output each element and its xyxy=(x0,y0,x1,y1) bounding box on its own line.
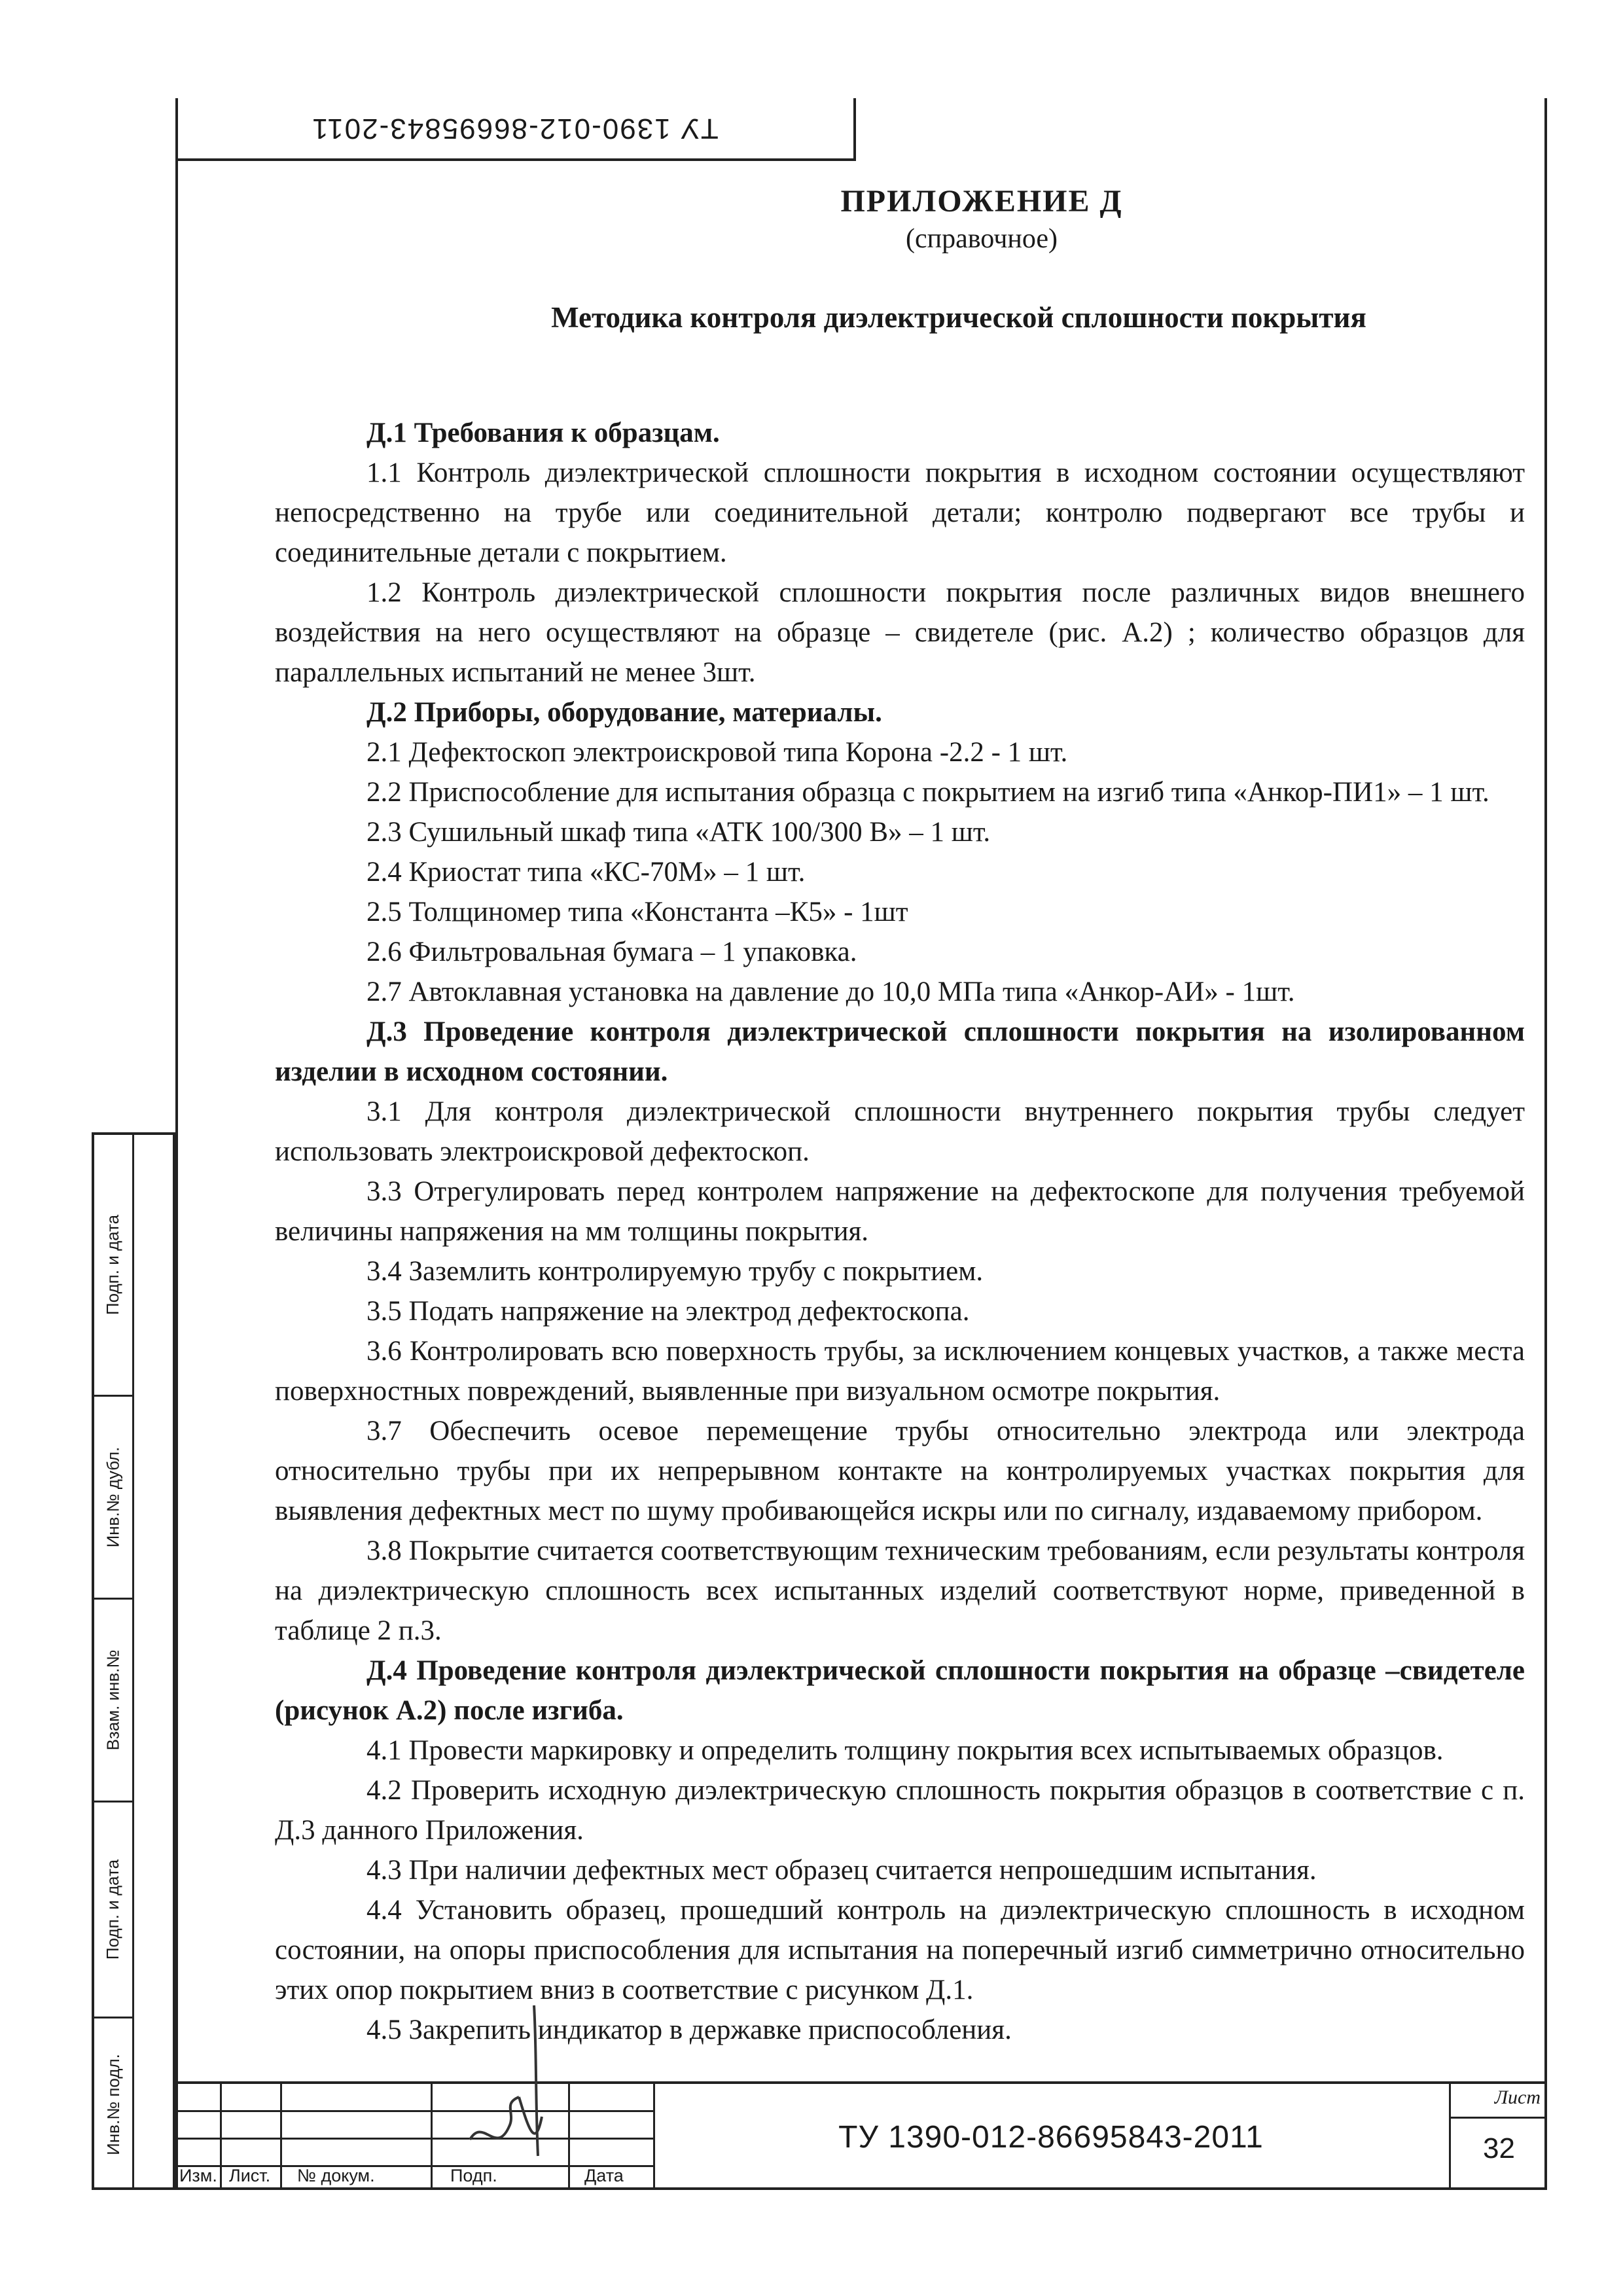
appendix-subtitle: (справочное) xyxy=(906,224,1058,254)
side-cell: Инв.№ дубл. xyxy=(94,1397,132,1600)
sheet-cell xyxy=(1449,2084,1547,2190)
paragraph: 3.8 Покрытие считается соответствующим техническим требованиям, если результаты контроля на диэлектрическую сплошность всех испытанных изделий соответствуют норме, приведенной в таблице 2 п.3. xyxy=(275,1535,1525,1646)
document-content xyxy=(275,183,1525,2050)
col-sign: Подп. xyxy=(450,2166,497,2185)
side-cell: Подп. и дата xyxy=(94,1803,132,2018)
col-doc: № докум. xyxy=(297,2166,375,2185)
list-item: 2.5 Толщиномер типа «Константа –К5» - 1шт xyxy=(366,897,908,927)
paragraph: 4.4 Установить образец, прошедший контроль на диэлектрическую сплошность в исходном состоянии, на опоры приспособления для испытания на поперечный изгиб симметрично относительно этих опор покрытием вниз в соответствие с рисунком Д.1. xyxy=(275,1895,1525,2005)
section-heading: Д.1 Требования к образцам. xyxy=(366,418,720,448)
document-code: ТУ 1390-012-86695843-2011 xyxy=(838,2119,1264,2155)
list-item: 2.6 Фильтровальная бумага – 1 упаковка. xyxy=(366,937,857,967)
list-item: 2.7 Автоклавная установка на давление до 10,0 МПа типа «Анкор-АИ» - 1шт. xyxy=(366,977,1295,1007)
appendix-title: ПРИЛОЖЕНИЕ Д xyxy=(840,184,1123,219)
paragraph: 3.1 Для контроля диэлектрической сплошности внутреннего покрытия трубы следует использовать электроискровой дефектоскоп. xyxy=(275,1096,1525,1167)
side-cell: Инв.№ подл. xyxy=(103,2053,123,2155)
list-item: 2.3 Сушильный шкаф типа «АТК 100/300 В» – 1 шт. xyxy=(366,817,991,848)
list-item: 2.2 Приспособление для испытания образца с покрытием на изгиб типа «Анкор-ПИ1» – 1 шт. xyxy=(366,777,1489,808)
side-stamp xyxy=(92,1132,175,2190)
top-stamp-code: ТУ 1390-012-86695843-2011 xyxy=(310,113,719,145)
paragraph: 4.3 При наличии дефектных мест образец считается непрошедшим испытания. xyxy=(366,1855,1317,1886)
side-cell: Взам. инв.№ xyxy=(94,1600,132,1803)
paragraph: 3.6 Контролировать всю поверхность трубы, за исключением концевых участков, а также места поверхностных повреждений, выявленные при визуальном осмотре покрытия. xyxy=(275,1336,1525,1407)
col-date: Дата xyxy=(584,2166,624,2185)
title-block xyxy=(175,2081,1547,2190)
section-heading: Д.4 Проведение контроля диэлектрической сплошности покрытия на образце –свидетеле (рисунок А.2) после изгиба. xyxy=(275,1655,1525,1726)
body-text xyxy=(275,413,1525,2050)
sheet-label: Лист xyxy=(1494,2087,1541,2108)
paragraph: 1.1 Контроль диэлектрической сплошности покрытия в исходном состоянии осуществляют непосредственно на трубе или соединительной детали; контролю подвергают все трубы и соединительные детали с покрытием. xyxy=(275,457,1525,568)
paragraph: 4.1 Провести маркировку и определить толщину покрытия всех испытываемых образцов. xyxy=(366,1735,1444,1766)
section-heading: Д.2 Приборы, оборудование, материалы. xyxy=(366,697,882,728)
method-title: Методика контроля диэлектрической сплошности покрытия xyxy=(551,301,1366,334)
list-item: 2.4 Криостат типа «КС-70М» – 1 шт. xyxy=(366,857,806,888)
list-item: 2.1 Дефектоскоп электроискровой типа Корона -2.2 - 1 шт. xyxy=(366,737,1068,768)
paragraph: 3.3 Отрегулировать перед контролем напряжение на дефектоскопе для получения требуемой величины напряжения на мм толщины покрытия. xyxy=(275,1176,1525,1247)
top-stamp xyxy=(175,98,856,161)
paragraph: 4.2 Проверить исходную диэлектрическую сплошность покрытия образцов в соответствие с п. Д.3 данного Приложения. xyxy=(275,1775,1525,1846)
sheet-number: 32 xyxy=(1483,2132,1515,2164)
col-izm: Изм. xyxy=(179,2166,217,2185)
col-list: Лист. xyxy=(229,2166,271,2185)
paragraph: 4.5 Закрепить индикатор в державке приспособления. xyxy=(366,2015,1012,2045)
side-cell: Подп. и дата xyxy=(94,1135,132,1397)
paragraph: 3.4 Заземлить контролируемую трубу с покрытием. xyxy=(366,1256,984,1287)
paragraph: 1.2 Контроль диэлектрической сплошности покрытия после различных видов внешнего воздействия на него осуществляют на образце – свидетеле (рис. А.2) ; количество образцов для параллельных испытаний не менее 3шт. xyxy=(275,577,1525,688)
paragraph: 3.7 Обеспечить осевое перемещение трубы относительно электрода или электрода относительно трубы при их непрерывном контакте на контролируемых участках покрытия для выявления дефектных мест по шуму пробивающейся искры или по сигналу, издаваемому прибором. xyxy=(275,1416,1525,1526)
paragraph: 3.5 Подать напряжение на электрод дефектоскопа. xyxy=(366,1296,970,1327)
signature xyxy=(457,1999,575,2169)
section-heading: Д.3 Проведение контроля диэлектрической сплошности покрытия на изолированном изделии в исходном состоянии. xyxy=(275,1016,1525,1087)
